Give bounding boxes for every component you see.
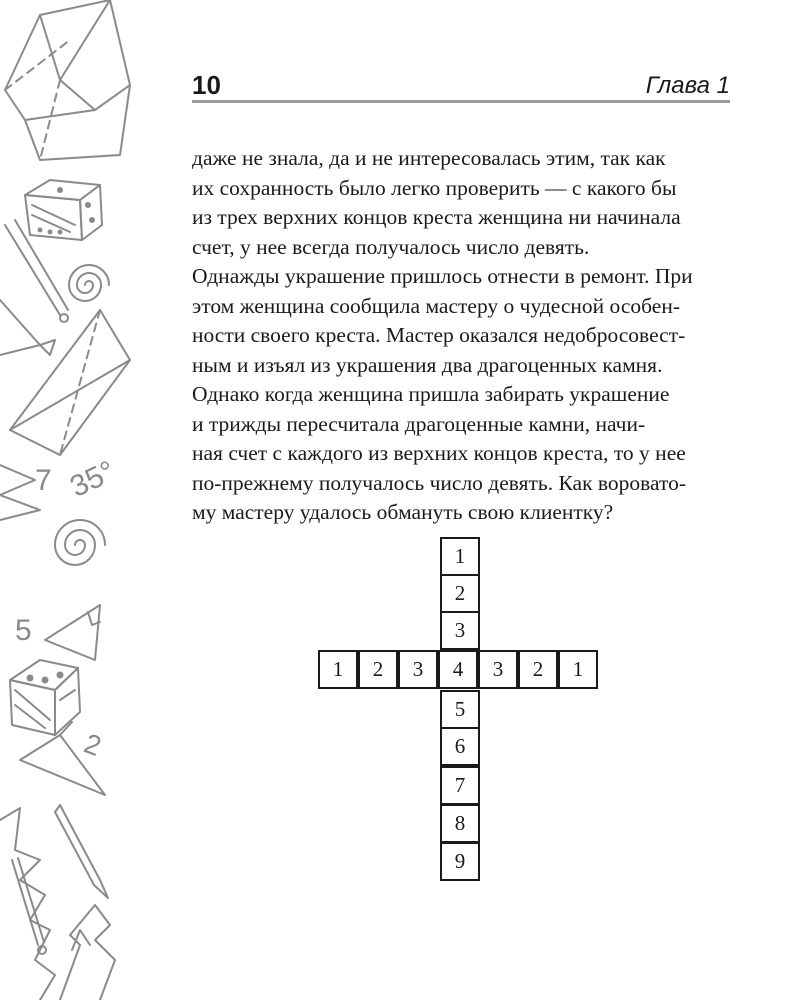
- text-line: из трех верхних концов креста женщина ни начинала: [192, 205, 681, 229]
- spiral-icon: [69, 265, 109, 301]
- cross-cell-h-2: 2: [358, 650, 398, 689]
- paragraph: [192, 262, 730, 528]
- margin-decoration: [0, 0, 175, 1000]
- paragraph: [192, 144, 730, 262]
- text-line: ная счет с каждого из верхних концов креста, то у нее: [192, 441, 686, 465]
- text-line: счет, у нее всегда получалось число девять.: [192, 234, 590, 259]
- cross-cell-bottom-5: 9: [440, 842, 480, 881]
- text-line: Однако когда женщина пришла забирать украшение: [192, 382, 670, 406]
- text-line: их сохранность было легко проверить — с какого бы: [192, 175, 677, 200]
- pencil-icon-2: [55, 805, 108, 898]
- text-line: Однажды украшение пришлось отнести в ремонт. При: [192, 264, 693, 288]
- page-number: 10: [192, 70, 221, 100]
- text-line: ности своего креста. Мастер оказался недобросовест-: [192, 323, 686, 347]
- cross-cell-h-6: 2: [518, 650, 558, 689]
- text-line: ным и изъял из украшения два драгоценных камня.: [192, 352, 663, 377]
- text-line: му мастеру удалось обмануть свою клиентку?: [192, 500, 614, 524]
- zigzag-icon: [0, 465, 40, 520]
- cross-cell-bottom-1: 5: [440, 690, 480, 729]
- triangle-icon-2: [45, 605, 100, 660]
- cross-cell-top-1: 1: [440, 537, 480, 576]
- dice-icon: [25, 180, 102, 240]
- header-rule: [192, 100, 730, 103]
- text-line: этом женщина сообщила мастеру о чудесной особен-: [192, 293, 681, 318]
- digit-five: 5: [15, 614, 32, 647]
- cross-cell-center: 4: [438, 650, 478, 689]
- cross-cell-h-7: 1: [558, 650, 598, 689]
- cross-cell-bottom-3: 7: [440, 766, 480, 805]
- spiral-icon-large: [55, 520, 105, 565]
- cross-cell-top-3: 3: [440, 611, 480, 650]
- prism-icon: [5, 0, 130, 160]
- ruler-icon: [0, 808, 55, 1000]
- digit-seven: 7: [35, 464, 52, 497]
- lightning-icon: [60, 905, 115, 1000]
- digit-two: 2: [80, 727, 106, 762]
- cross-cell-bottom-4: 8: [440, 804, 480, 843]
- body-text: [192, 144, 730, 528]
- page-header: [192, 68, 730, 102]
- text-line: по-прежнему получалось число девять. Как воровато-: [192, 470, 687, 495]
- text-line: и трижды пересчитала драгоценные камни, начи-: [192, 411, 646, 436]
- triangle-icon: [0, 300, 130, 455]
- cross-cell-h-1: 1: [318, 650, 358, 689]
- cross-cell-top-2: 2: [440, 574, 480, 613]
- angle-label: 35°: [65, 454, 121, 504]
- cross-cell-h-3: 3: [398, 650, 438, 689]
- text-line: даже не знала, да и не интересовалась этим, так как: [192, 146, 666, 170]
- chapter-title: Глава 1: [645, 72, 730, 99]
- cross-cell-h-5: 3: [478, 650, 518, 689]
- cross-cell-bottom-2: 6: [440, 727, 480, 766]
